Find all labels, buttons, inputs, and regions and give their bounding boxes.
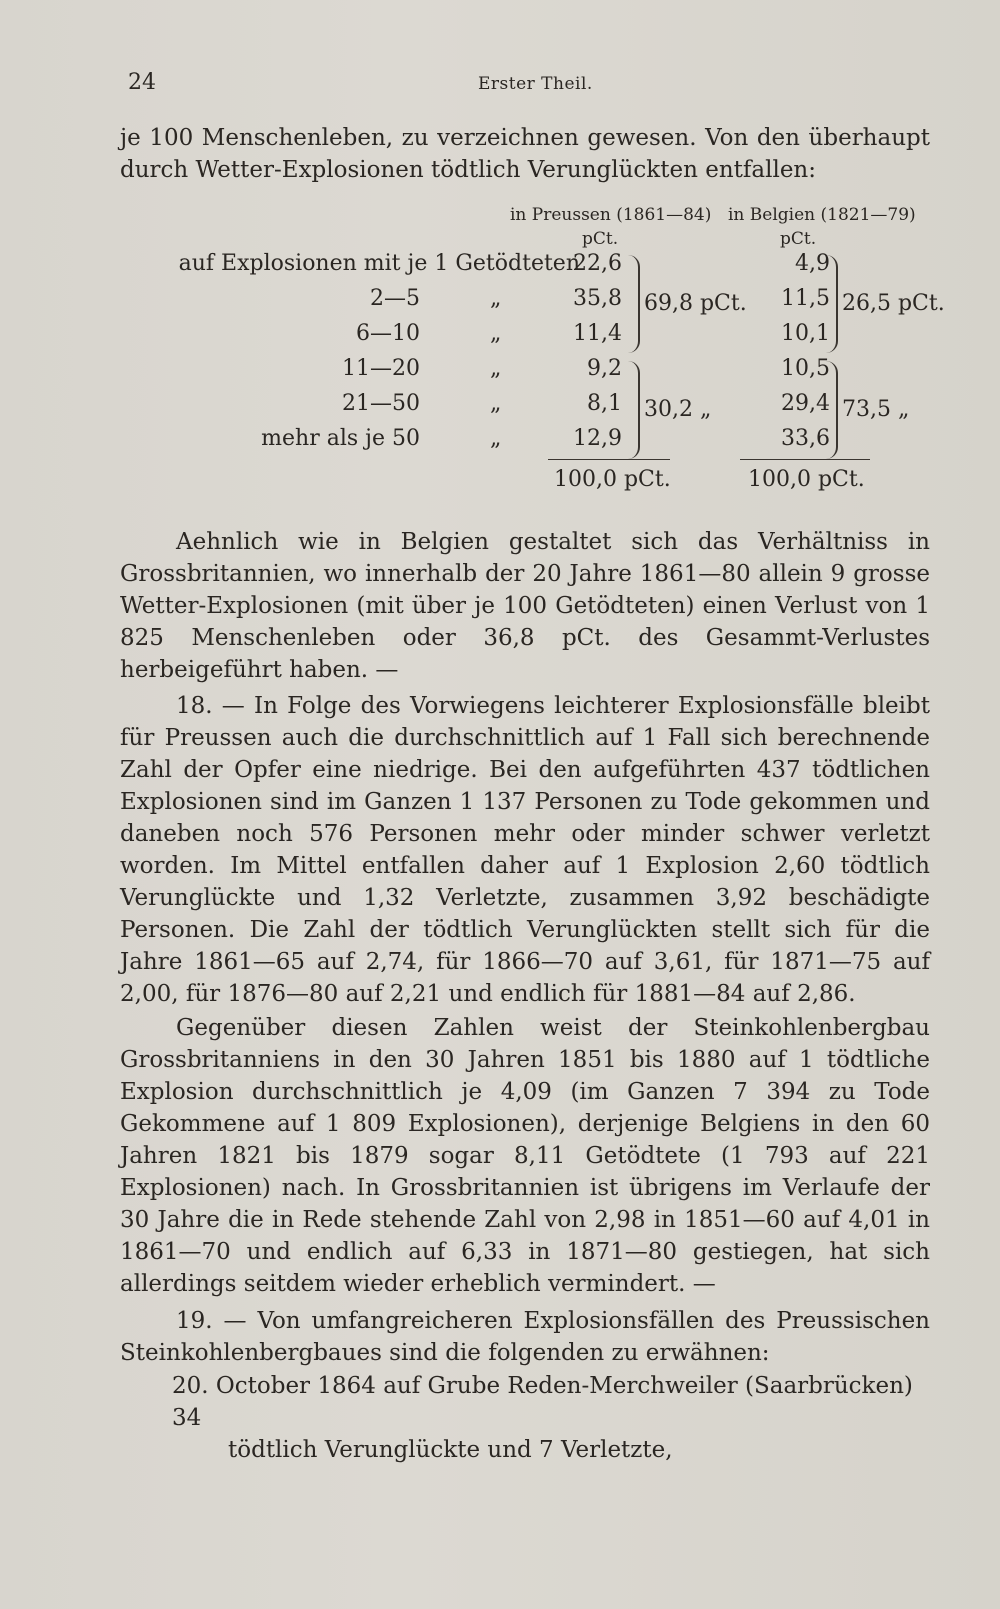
list-item-continuation: tödtlich Verunglückte und 7 Verletzte, <box>228 1437 673 1463</box>
explosion-list <box>172 1370 932 1466</box>
value-preussen: 35,8 <box>573 286 622 311</box>
brace-preussen-2 <box>626 361 640 459</box>
group-sum-belgien-2: 73,5 „ <box>842 397 910 422</box>
row-label: 6—10 <box>356 321 420 346</box>
column-header-belgien: in Belgien (1821—79) <box>728 205 916 225</box>
value-preussen: 22,6 <box>573 251 622 276</box>
unit-preussen: pCt. <box>582 229 619 249</box>
ditto-mark: „ <box>490 356 502 381</box>
ditto-mark: „ <box>490 286 502 311</box>
value-preussen: 12,9 <box>573 426 622 451</box>
sum-rule-belgien <box>740 459 870 460</box>
value-belgien: 10,5 <box>781 356 830 381</box>
value-belgien: 33,6 <box>781 426 830 451</box>
value-belgien: 11,5 <box>781 286 830 311</box>
value-belgien: 29,4 <box>781 391 830 416</box>
running-head: Erster Theil. <box>478 74 593 94</box>
paragraph-section-19: 19. — Von umfangreicheren Explosionsfällen des Preussischen Steinkohlenbergbaues sind die folgenden zu erwähnen: <box>120 1308 930 1366</box>
ditto-mark: „ <box>490 321 502 346</box>
row-label: auf Explosionen mit je 1 Getödteten <box>178 251 580 276</box>
value-belgien: 4,9 <box>795 251 830 276</box>
row-label: mehr als je 50 <box>261 426 420 451</box>
brace-preussen-1 <box>626 255 640 353</box>
group-sum-belgien-1: 26,5 pCt. <box>842 291 945 316</box>
ditto-mark: „ <box>490 391 502 416</box>
total-belgien: 100,0 pCt. <box>748 467 865 492</box>
paragraph-intro: je 100 Menschenleben, zu verzeichnen gewesen. Von den überhaupt durch Wetter-Explosionen tödtlich Verunglückten entfallen: <box>120 125 930 183</box>
sum-rule-preussen <box>548 459 670 460</box>
row-label: 11—20 <box>342 356 420 381</box>
paragraph-section-18: 18. — In Folge des Vorwiegens leichterer Explosionsfälle bleibt für Preussen auch die durchschnittlich auf 1 Fall sich berechnende Zahl der Opfer eine niedrige. Bei den aufgeführten 437 tödtlichen Explosionen sind im Ganzen 1 137 Personen zu Tode gekommen und daneben noch 576 Personen mehr oder minder schwer verletzt worden. Im Mittel entfallen daher auf 1 Explosion 2,60 tödtlich Verunglückte und 1,32 Verletzte, zusammen 3,92 beschädigte Personen. Die Zahl der tödtlich Verunglückten stellt sich für die Jahre 1861—65 auf 2,74, für 1866—70 auf 3,61, für 1871—75 auf 2,00, für 1876—80 auf 2,21 und endlich für 1881—84 auf 2,86. <box>120 693 930 1007</box>
brace-belgien-1 <box>824 255 838 353</box>
value-preussen: 9,2 <box>587 356 622 381</box>
group-sum-preussen-1: 69,8 pCt. <box>644 291 747 316</box>
paragraph-grossbritannien: Aehnlich wie in Belgien gestaltet sich das Verhältniss in Grossbritannien, wo innerhalb der 20 Jahre 1861—80 allein 9 grosse Wetter-Explosionen (mit über je 100 Getödteten) einen Verlust von 1 825 Menschenleben oder 36,8 pCt. des Gesammt-Verlustes herbeigeführt haben. — <box>120 529 930 683</box>
group-sum-preussen-2: 30,2 „ <box>644 397 712 422</box>
brace-belgien-2 <box>824 361 838 459</box>
statistics-table <box>120 205 945 505</box>
page-header <box>128 70 928 100</box>
page-number: 24 <box>128 70 156 95</box>
row-label: 21—50 <box>342 391 420 416</box>
value-preussen: 8,1 <box>587 391 622 416</box>
row-label: 2—5 <box>370 286 420 311</box>
ditto-mark: „ <box>490 426 502 451</box>
value-belgien: 10,1 <box>781 321 830 346</box>
total-preussen: 100,0 pCt. <box>554 467 671 492</box>
list-item: 20. October 1864 auf Grube Reden-Merchweiler (Saarbrücken) 34 <box>172 1373 913 1431</box>
column-header-preussen: in Preussen (1861—84) <box>510 205 712 225</box>
paragraph-comparison: Gegenüber diesen Zahlen weist der Steinkohlenbergbau Grossbritanniens in den 30 Jahren 1851 bis 1880 auf 1 tödtliche Explosion durchschnittlich je 4,09 (im Ganzen 7 394 zu Tode Gekommene auf 1 809 Explosionen), derjenige Belgiens in den 60 Jahren 1821 bis 1879 sogar 8,11 Getödtete (1 793 auf 221 Explosionen) nach. In Grossbritannien ist übrigens im Verlaufe der 30 Jahre die in Rede stehende Zahl von 2,98 in 1851—60 auf 4,01 in 1861—70 und endlich auf 6,33 in 1871—80 gestiegen, hat sich allerdings seitdem wieder erheblich vermindert. — <box>120 1015 930 1297</box>
value-preussen: 11,4 <box>573 321 622 346</box>
unit-belgien: pCt. <box>780 229 817 249</box>
